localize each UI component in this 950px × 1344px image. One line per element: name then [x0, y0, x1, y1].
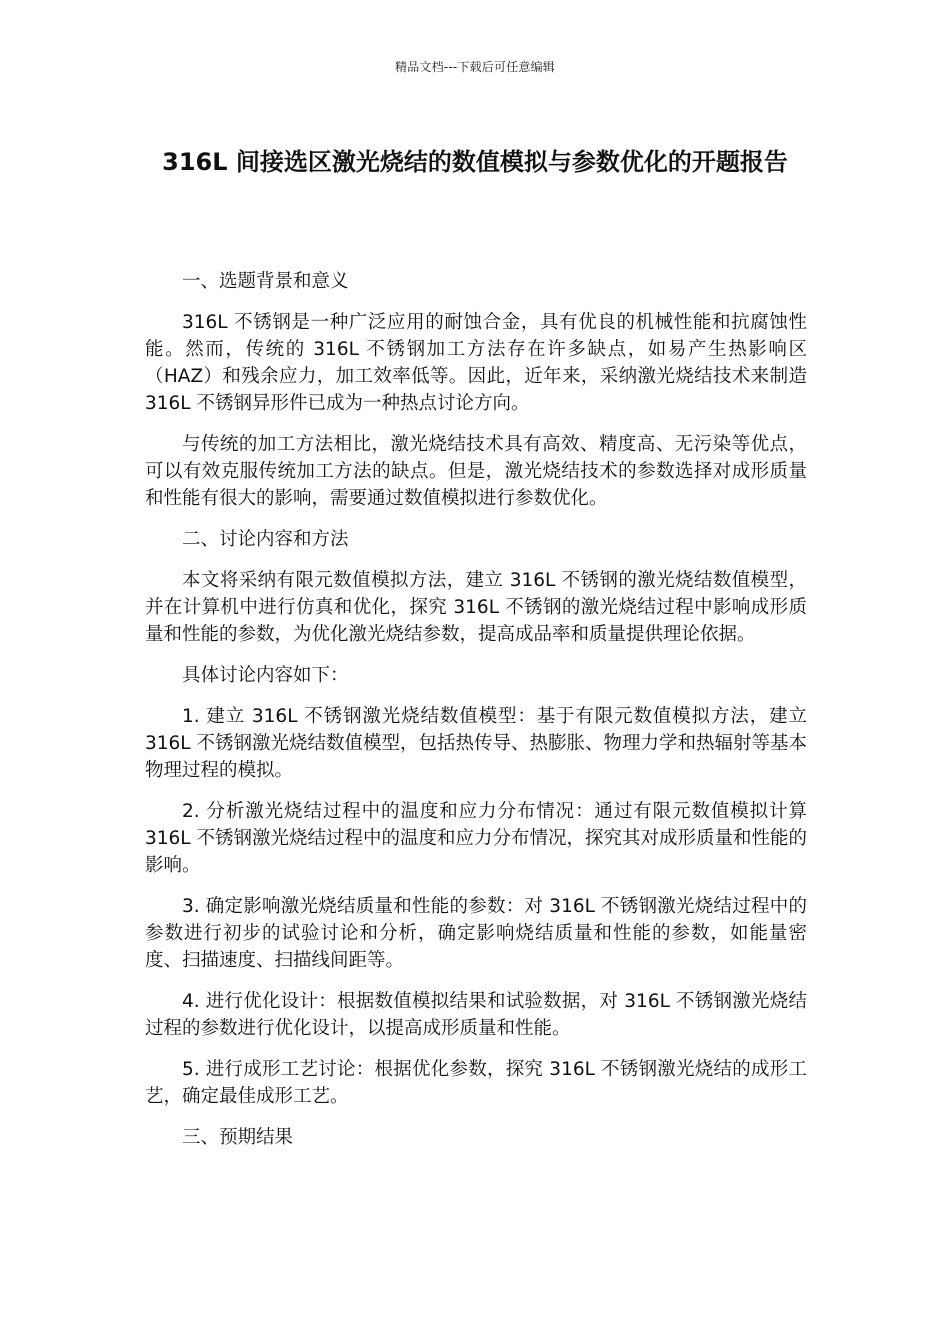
paragraph-background-1: 316L 不锈钢是一种广泛应用的耐蚀合金，具有优良的机械性能和抗腐蚀性能。然而，传统的 316L 不锈钢加工方法存在许多缺点，如易产生热影响区（HAZ）和残余应力，加工效率低等。因此，近年来，采纳激光烧结技术来制造 316L 不锈钢异形件已成为一种热点讨论方向。	[145, 312, 807, 414]
list-item-1: 1. 建立 316L 不锈钢激光烧结数值模型：基于有限元数值模拟方法，建立 316L 不锈钢激光烧结数值模型，包括热传导、热膨胀、物理力学和热辐射等基本物理过程的模拟。	[145, 706, 808, 781]
section-heading-expected-results: 三、预期结果	[182, 1127, 294, 1148]
list-item-3: 3. 确定影响激光烧结质量和性能的参数：对 316L 不锈钢激光烧结过程中的参数进行初步的试验讨论和分析，确定影响烧结质量和性能的参数，如能量密度、扫描速度、扫描线间距等。	[145, 896, 807, 971]
section-heading-content-method: 二、讨论内容和方法	[182, 529, 349, 550]
list-item-4: 4. 进行优化设计：根据数值模拟结果和试验数据，对 316L 不锈钢激光烧结过程的参数进行优化设计，以提高成形质量和性能。	[145, 991, 807, 1039]
list-item-2: 2. 分析激光烧结过程中的温度和应力分布情况：通过有限元数值模拟计算 316L 不锈钢激光烧结过程中的温度和应力分布情况，探究其对成形质量和性能的影响。	[145, 801, 808, 876]
paragraph-content-2: 具体讨论内容如下：	[182, 665, 349, 686]
document-body	[145, 268, 807, 1165]
paragraph-content-1: 本文将采纳有限元数值模拟方法，建立 316L 不锈钢的激光烧结数值模型，并在计算机中进行仿真和优化，探究 316L 不锈钢的激光烧结过程中影响成形质量和性能的参数，为优化激光烧结参数，提高成品率和质量提供理论依据。	[145, 570, 807, 645]
document-title: 316L 间接选区激光烧结的数值模拟与参数优化的开题报告	[162, 148, 788, 176]
list-item-5: 5. 进行成形工艺讨论：根据优化参数，探究 316L 不锈钢激光烧结的成形工艺，确定最佳成形工艺。	[145, 1059, 807, 1107]
paragraph-background-2: 与传统的加工方法相比，激光烧结技术具有高效、精度高、无污染等优点，可以有效克服传统加工方法的缺点。但是，激光烧结技术的参数选择对成形质量和性能有很大的影响，需要通过数值模拟进行参数优化。	[145, 434, 807, 509]
header-note: 精品文档---下载后可任意编辑	[395, 60, 555, 74]
section-heading-background: 一、选题背景和意义	[182, 271, 349, 292]
